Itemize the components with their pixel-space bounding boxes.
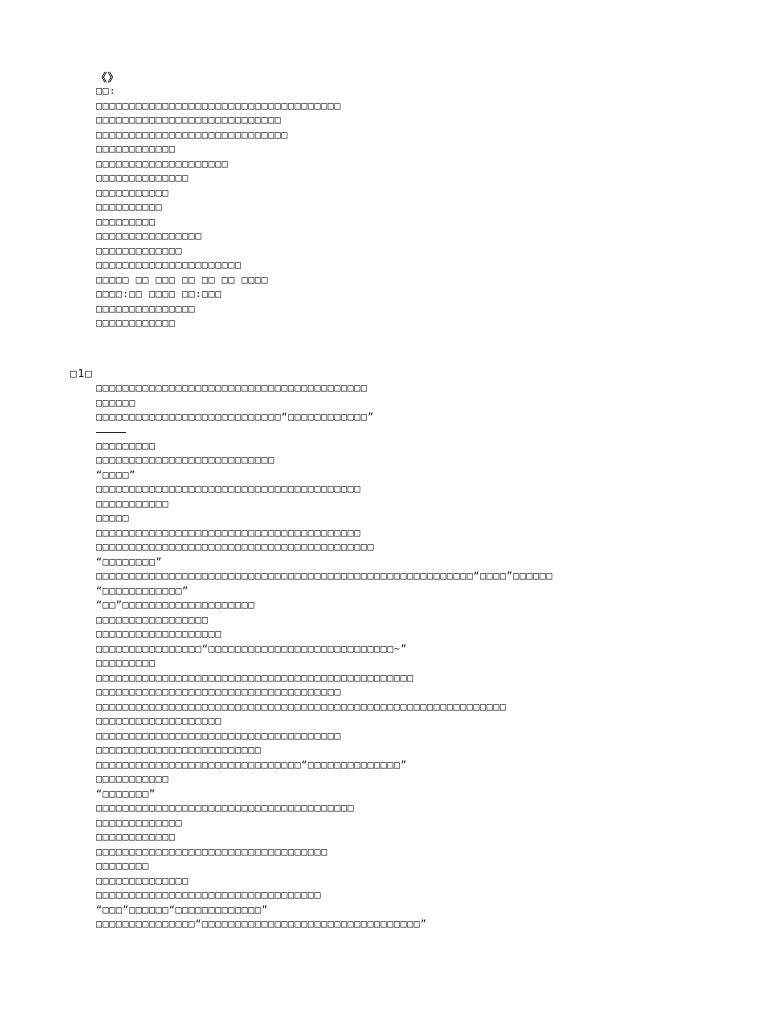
text-line: □□□□□□□□□□ [96, 202, 163, 213]
text-line: □□□□□□□□□□□□ [96, 318, 176, 329]
text-line: □□□□□□□□□□□ [96, 498, 169, 510]
text-line: □□□□□□□□□ [96, 658, 156, 669]
text-line: □□□□□□□□□ [96, 216, 156, 228]
text-line: □□□□□□□□□□□□□□□□□□□□□□□□□□□ [96, 455, 275, 466]
text-line: □□□□□□□□□□□□ [96, 144, 176, 155]
intro-section [96, 71, 756, 332]
text-line: □□□□□□□□□□□□□□□□□□□□ [96, 158, 229, 170]
text-line: □□□□□□□□□□□□□□□□□□□ [96, 629, 222, 640]
text-line: □□□□□□□□□□□□□□□□□□□□□□□□□□□□□□□“□□□□□□□□□□□□□□” [96, 759, 408, 771]
text-line: □□□□□□□□□□□ [96, 774, 169, 785]
text-line: “□□□□□□□□□□□□” [96, 585, 189, 597]
text-line: □□□□□□□□□□□□□□□□□□□□□□□□□□□□“□□□□□□□□□□□□” [96, 412, 375, 423]
text-line: □□□□□□□□□□□□□□□□□□□□□□□□□□□□□□□□□□□□□□□□□□ [96, 542, 375, 553]
text-line: □□□□□□□□□□□□□□□□□□□ [96, 716, 222, 727]
text-line: □□□□□□ [96, 397, 136, 409]
text-line: □□□□□□□□□□□□□ [96, 817, 183, 829]
text-line: □□□□□□□□□□□□□□□□□□□□□□□□□□□□□□□□□□□□□ [96, 687, 341, 698]
text-line: “□□□□□□□□” [96, 556, 163, 568]
text-line: □□□□□□□□□□□□□□□□ [96, 231, 202, 242]
text-line: □□□□□□□□□□□□□□□□□□□□□□□□□ [96, 745, 262, 756]
text-line: □□□□□□□□□□□□□□□□□□□□□□□□□□□□□□□□□□□□□ [96, 730, 341, 742]
text-line: □□□□□□□□□ [96, 440, 156, 452]
text-line: □□□□□□□□□□□□□□□□□□□□□□□□□□□□□□□□□□□□□□□□□□□□□□□□ [96, 672, 414, 684]
text-line: □□□□□□□□□□□□□□□□“□□□□□□□□□□□□□□□□□□□□□□□□□□□□~” [96, 643, 408, 655]
text-line: □□□□□□□□□□□□□□ [96, 173, 189, 184]
text-line: □□□□□□□□□□□□□□□□□□□□□□□□□□□□□ [96, 129, 288, 141]
chapter-body [70, 382, 760, 933]
text-line: □□□□□□□□□□□□ [96, 832, 176, 843]
chapter-heading: □1□ [70, 367, 93, 380]
text-line: □□□□□ [96, 513, 130, 524]
text-line: “□□”□□□□□□□□□□□□□□□□□□□□ [96, 600, 255, 611]
text-line: □□□□□ □□ □□□ □□ □□ □□ □□□□ [96, 274, 269, 286]
chapter-section [70, 365, 760, 933]
text-line: □□□□□□□□□□□□□□□□□□□□□□□□□□□□□□□□□□□□□□□□□□□□□□□□□□□□□□□□□□□□□□ [96, 701, 507, 713]
text-line: □□□□:□□ □□□□ □□:□□□ [96, 289, 222, 300]
text-line: □□: [96, 86, 116, 97]
text-line: □□□□□□□□□□□□□ [96, 245, 183, 257]
intro-lines [96, 85, 756, 332]
text-line: □□□□□□□□□□□□□□□□□□□□□□ [96, 260, 242, 271]
text-line: □□□□□□□□□□□□□□□□□□□□□□□□□□□□□□□□□□□□□□□ [96, 803, 355, 814]
text-line: □□□□□□□□ [96, 861, 149, 872]
title-mark: 《》 [96, 71, 120, 84]
text-line: □□□□□□□□□□□□□□□□□□□□□□□□□□□□□□□□□□□□□□□□ [96, 527, 361, 539]
text-line: “□□□□” [96, 469, 136, 481]
text-line: □□□□□□□□□□□□□□□□□ [96, 614, 209, 626]
text-line: □□□□□□□□□□□□□□□□□□□□□□□□□□□□□□□□□□□ [96, 846, 328, 858]
text-line: □□□□□□□□□□□□□□□ [96, 303, 196, 315]
chapter-lines-before-rule [96, 382, 760, 426]
text-line: □□□□□□□□□□□□□□□□□□□□□□□□□□□□□□□□□□□□□□□□ [96, 484, 361, 495]
text-line: □□□□□□□□□□□ [96, 187, 169, 199]
text-line: □□□□□□□□□□□□□□□□□□□□□□□□□□□□□□□□□□ [96, 890, 322, 901]
chapter-lines-after-rule [96, 440, 760, 933]
text-line: □□□□□□□□□□□□□□□□□□□□□□□□□□□□□□□□□□□□□□□□□ [96, 383, 368, 394]
separator-rule [96, 432, 126, 433]
text-line: □□□□□□□□□□□□□□□□□□□□□□□□□□□□□□□□□□□□□□□□□□□□□□□□□□□□□□□□□“□□□□”□□□□□□ [96, 571, 553, 582]
text-line: □□□□□□□□□□□□□□□“□□□□□□□□□□□□□□□□□□□□□□□□□□□□□□□□□” [96, 919, 428, 930]
text-line: □□□□□□□□□□□□□□□□□□□□□□□□□□□□ [96, 115, 282, 126]
text-line: □□□□□□□□□□□□□□□□□□□□□□□□□□□□□□□□□□□□□ [96, 100, 341, 112]
text-line: □□□□□□□□□□□□□□ [96, 875, 189, 887]
text-line: “□□□□□□□” [96, 788, 156, 800]
text-line: “□□□”□□□□□□“□□□□□□□□□□□□□” [96, 904, 269, 916]
